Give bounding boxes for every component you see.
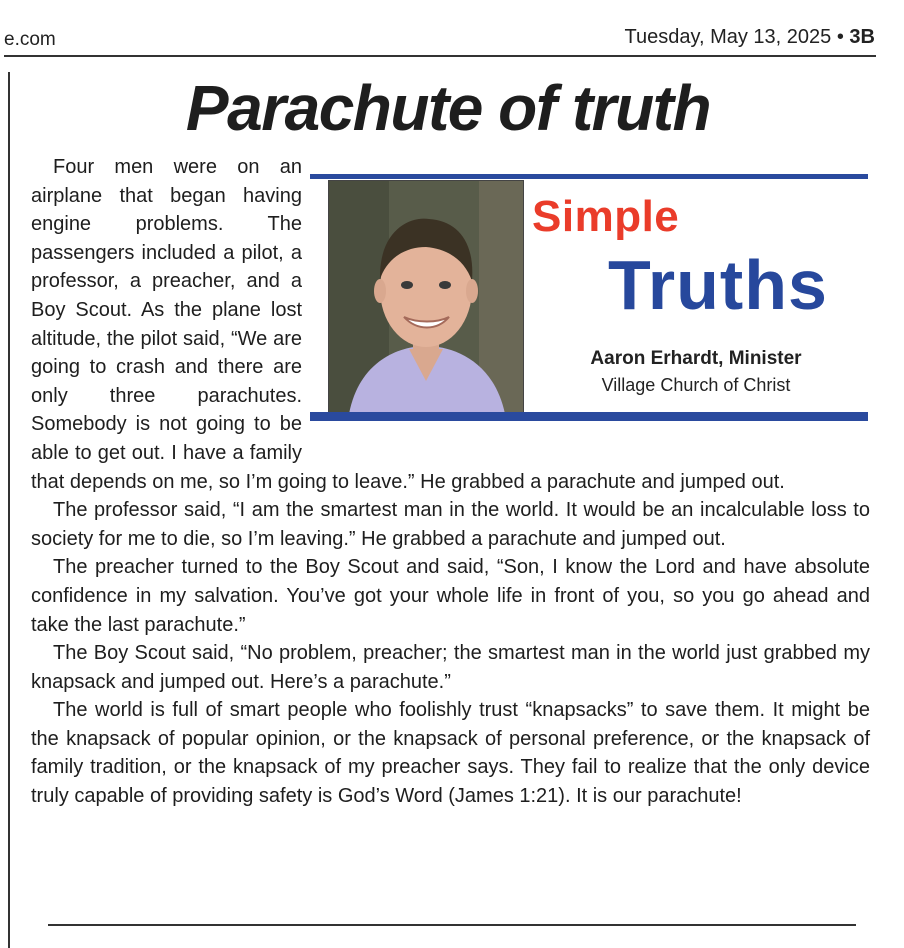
article-end-rule xyxy=(48,924,856,926)
author-affiliation: Village Church of Christ xyxy=(601,375,791,395)
box-top-bar xyxy=(310,174,868,179)
article-paragraph: The preacher turned to the Boy Scout and said, “Son, I know the Lord and have absolute confidence in my salvation. You’ve got your whole life in front of you, so you go ahead and take the last parachute.” xyxy=(31,556,870,636)
column-header-box xyxy=(310,174,868,424)
column-left-rule xyxy=(8,72,10,948)
page-number: 3B xyxy=(849,26,875,48)
article-paragraph: Four men were on an airplane that began having engine problems. The passengers included a pilot, a professor, a preacher, and a Boy Scout. As the plane lost altitude, the pilot said, “We are going to crash and there are only three parachutes. Somebody is not going to be able to get out. I have a family that depends on me, so I’m going to leave.” He grabbed a parachute and jumped out. xyxy=(31,156,785,493)
site-url-fragment: e.com xyxy=(4,29,56,50)
issue-date-and-page xyxy=(625,26,876,49)
article-paragraph: The Boy Scout said, “No problem, preacher; the smartest man in the world just grabbed my knapsack and jumped out. Here’s a parachute.” xyxy=(31,642,870,693)
article-headline: Parachute of truth xyxy=(185,72,711,144)
author-photo xyxy=(328,180,524,415)
article-paragraph: The professor said, “I am the smartest man in the world. It would be an incalculable loss to society for me to die, so I’m leaving.” He grabbed a parachute and jumped out. xyxy=(31,499,870,550)
article-paragraph: The world is full of smart people who foolishly trust “knapsacks” to save them. It might be the knapsack of popular opinion, or the knapsack of personal preference, or the knapsack of family tradition, or the knapsack of my preacher says. They fail to realize that the only device truly capable of providing safety is God’s Word (James 1:21). It is our parachute! xyxy=(31,699,870,808)
date-separator: • xyxy=(831,26,850,48)
box-bottom-bar xyxy=(310,412,868,421)
column-title-truths: Truths xyxy=(608,246,828,324)
masthead-rule xyxy=(4,55,876,57)
column-title-simple: Simple xyxy=(532,192,680,241)
issue-date: Tuesday, May 13, 2025 xyxy=(624,26,832,48)
author-name: Aaron Erhardt, Minister xyxy=(590,348,802,369)
author-portrait-icon xyxy=(329,181,523,414)
